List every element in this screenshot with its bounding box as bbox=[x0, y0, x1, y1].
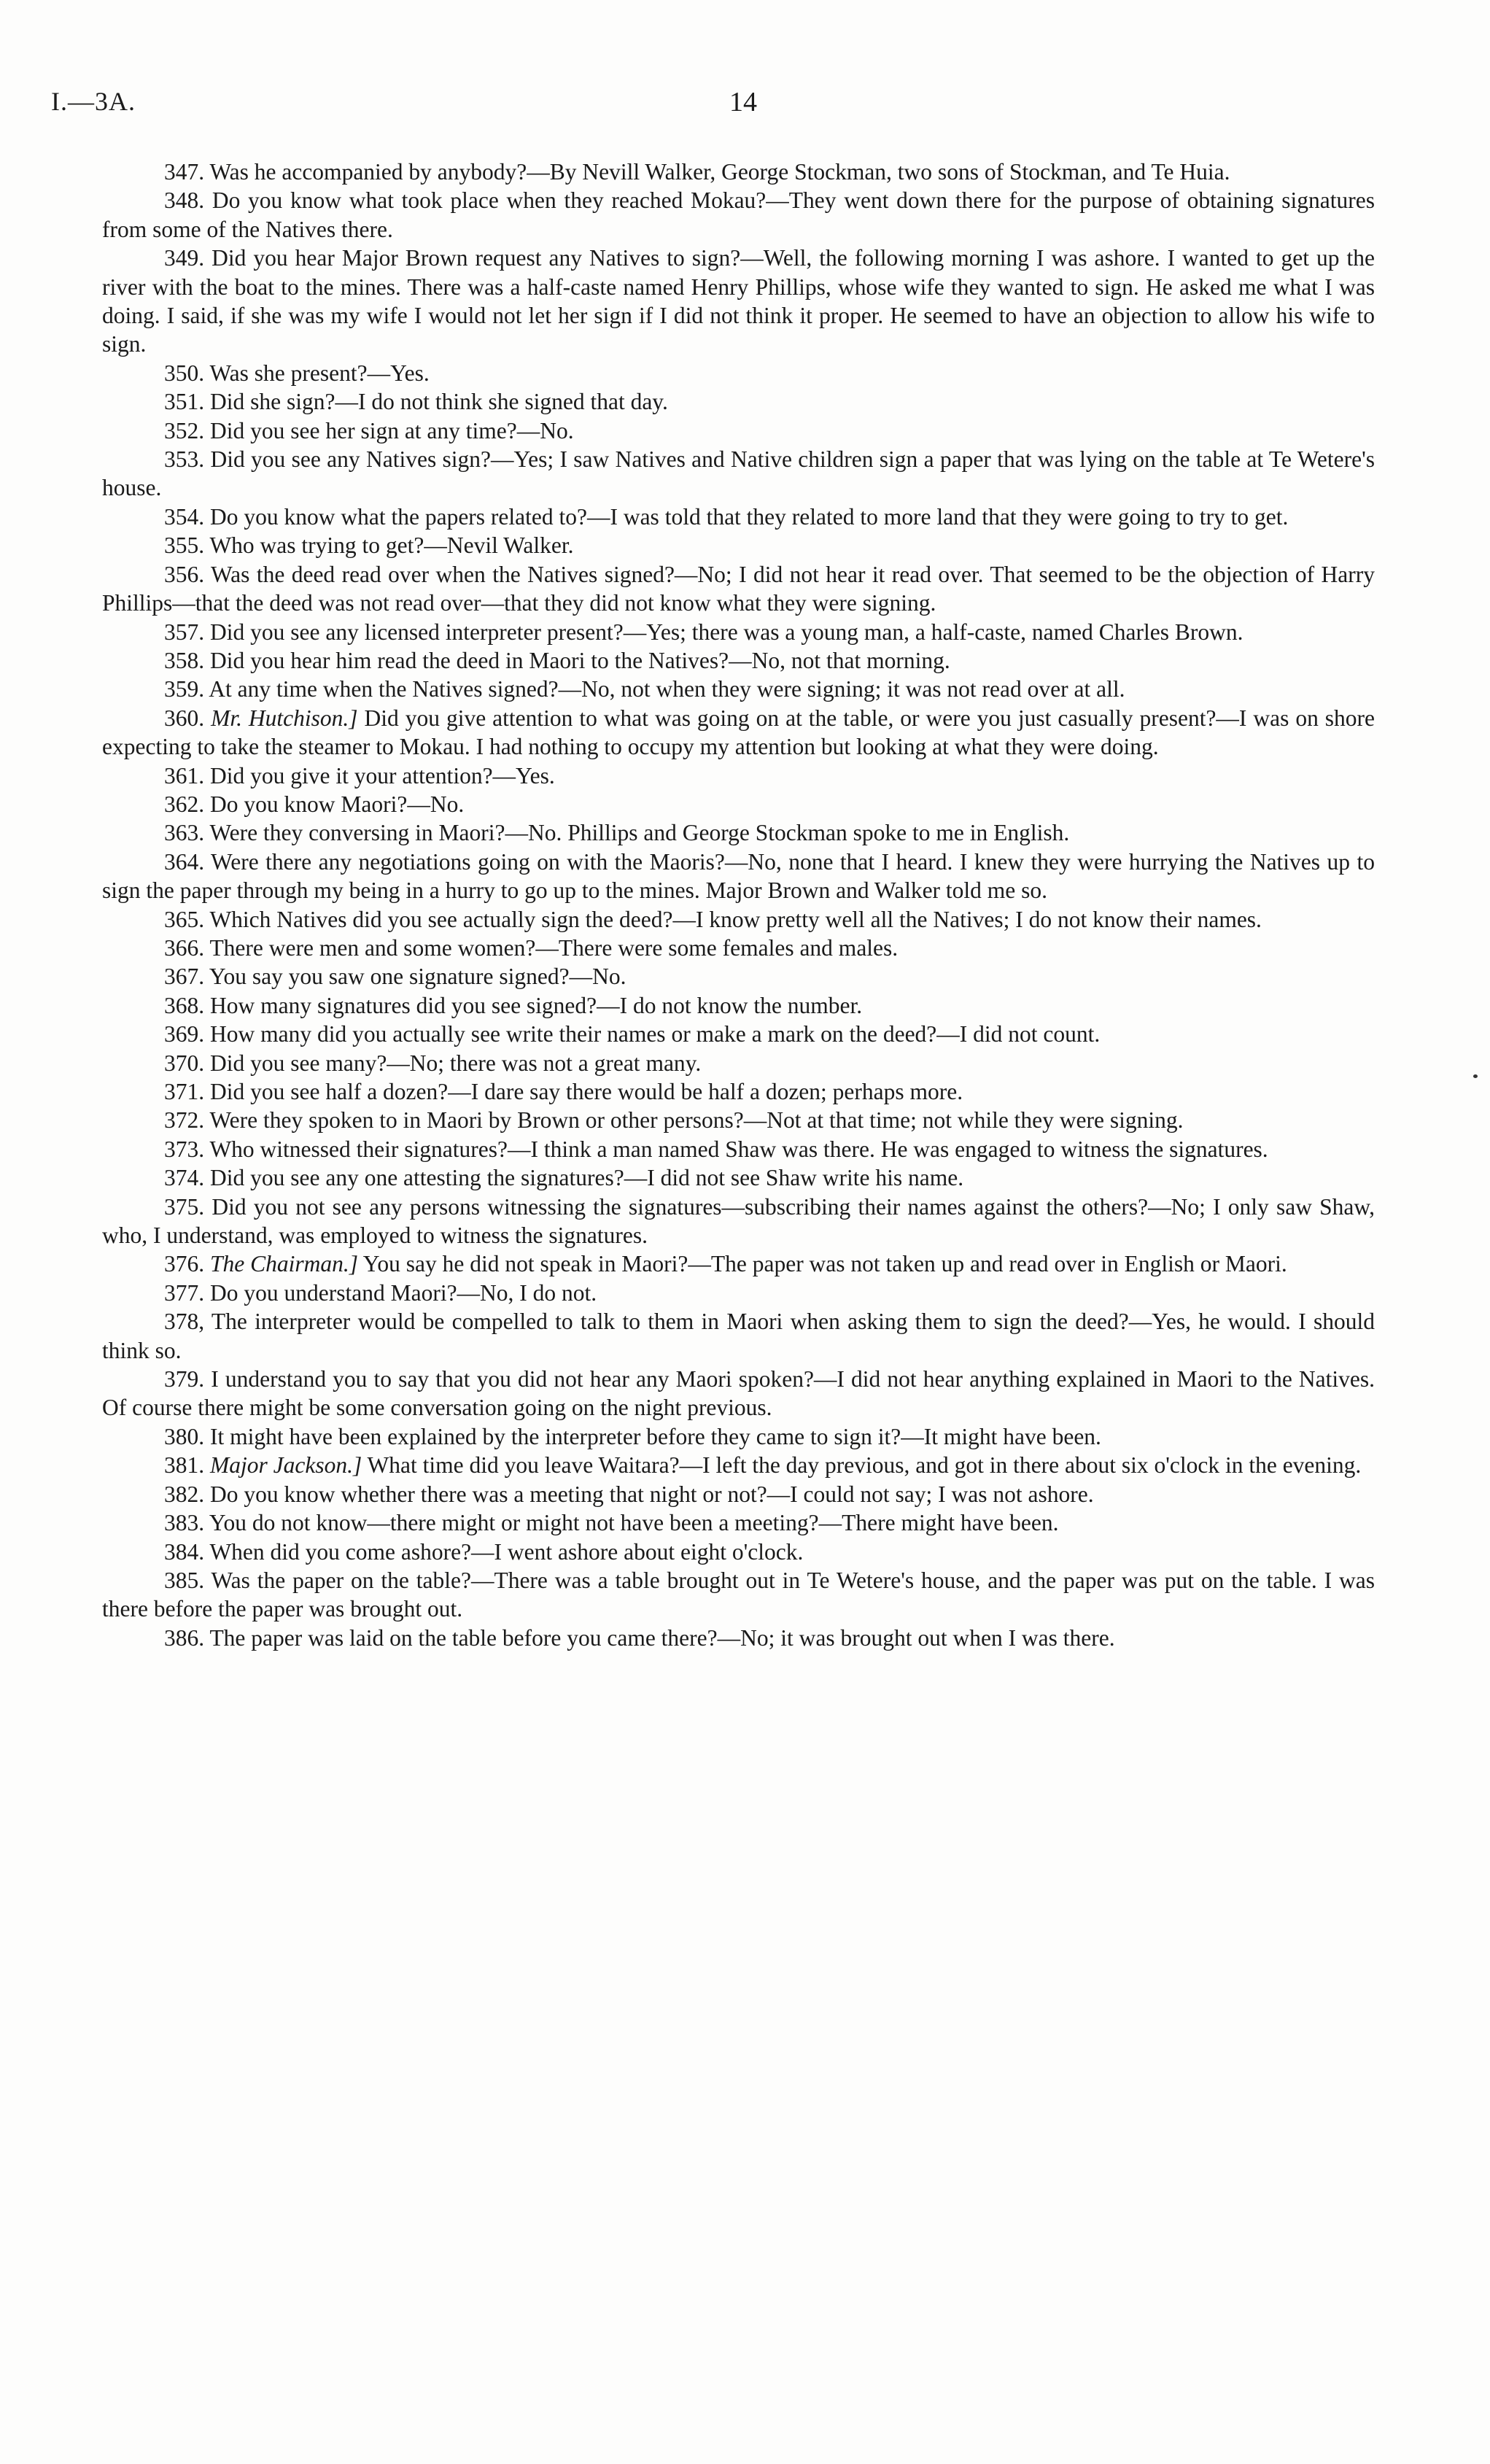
question-answer-text: Do you know what took place when they reached Mokau?—They went down there for the purpose of obtaining signatures from some of the Natives there. bbox=[102, 187, 1375, 242]
question-answer-text: Who was trying to get?—Nevil Walker. bbox=[209, 532, 574, 559]
question-number: 360. bbox=[164, 705, 205, 731]
question-paragraph bbox=[102, 1279, 1375, 1307]
question-answer-text: The paper was laid on the table before you came there?—No; it was brought out when I was there. bbox=[209, 1624, 1115, 1651]
question-number: 364. bbox=[164, 848, 205, 875]
question-paragraph bbox=[102, 1508, 1375, 1537]
question-paragraph bbox=[102, 1250, 1375, 1278]
question-answer-text: Was she present?—Yes. bbox=[209, 360, 430, 386]
question-paragraph bbox=[102, 359, 1375, 387]
question-number: 377. bbox=[164, 1279, 205, 1306]
question-answer-text: Do you know what the papers related to?—I was told that they related to more land that they were going to try to get. bbox=[210, 503, 1289, 530]
question-paragraph bbox=[102, 1106, 1375, 1134]
ink-speck bbox=[1473, 1074, 1478, 1078]
question-number: 385. bbox=[164, 1567, 205, 1593]
question-answer-text: You say you saw one signature signed?—No. bbox=[209, 964, 626, 990]
question-number: 347. bbox=[164, 159, 205, 185]
question-answer-text: Do you understand Maori?—No, I do not. bbox=[210, 1279, 597, 1306]
question-paragraph bbox=[102, 962, 1375, 991]
question-number: 381. bbox=[164, 1452, 205, 1479]
question-number: 359. bbox=[164, 676, 205, 702]
question-answer-text: Were there any negotiations going on with the Maoris?—No, none that I heard. I knew they were hurrying the Natives up to sign the paper through my being in a hurry to go up to the mines. Major Brown and Walker told me so. bbox=[102, 848, 1375, 904]
question-number: 349. bbox=[164, 245, 205, 271]
question-answer-text: Did she sign?—I do not think she signed that day. bbox=[210, 389, 668, 415]
question-number: 350. bbox=[164, 360, 205, 386]
question-paragraph bbox=[102, 790, 1375, 818]
question-paragraph bbox=[102, 1566, 1375, 1624]
speaker-label: The Chairman.] bbox=[210, 1251, 359, 1277]
question-number: 384. bbox=[164, 1538, 205, 1565]
question-number: 355. bbox=[164, 532, 205, 559]
question-answer-text: When did you come ashore?—I went ashore about eight o'clock. bbox=[209, 1538, 804, 1565]
question-number: 367. bbox=[164, 964, 205, 990]
question-answer-text: I understand you to say that you did not hear any Maori spoken?—I did not hear anything explained in Maori to the Natives. Of course there might be some conversation going on the night previous. bbox=[102, 1366, 1375, 1421]
question-number: 368. bbox=[164, 992, 205, 1018]
question-paragraph bbox=[102, 1451, 1375, 1479]
question-answer-text: Did you see many?—No; there was not a great many. bbox=[210, 1050, 702, 1076]
question-answer-text: There were men and some women?—There were some females and males. bbox=[209, 934, 899, 961]
question-paragraph bbox=[102, 560, 1375, 618]
question-number: 374. bbox=[164, 1165, 205, 1191]
question-number: 363. bbox=[164, 820, 205, 846]
question-number: 354. bbox=[164, 503, 205, 530]
page-number: 14 bbox=[729, 87, 757, 117]
question-answer-text: Did you not see any persons witnessing the signatures—subscribing their names against the others?—No; I only saw Shaw, who, I understand, was employed to witness the signatures. bbox=[102, 1193, 1375, 1249]
question-number: 386. bbox=[164, 1624, 205, 1651]
question-paragraph bbox=[102, 704, 1375, 762]
question-number: 362. bbox=[164, 791, 205, 817]
question-number: 383. bbox=[164, 1510, 205, 1536]
question-answer-text: Was the deed read over when the Natives signed?—No; I did not hear it read over. That seemed to be the objection of Harry Phillips—that the deed was not read over—that they did not know what they were signing. bbox=[102, 561, 1375, 616]
question-number: 356. bbox=[164, 561, 205, 587]
question-answer-text: Which Natives did you see actually sign the deed?—I know pretty well all the Natives; I do not know their names. bbox=[209, 906, 1262, 932]
question-number: 357. bbox=[164, 619, 205, 645]
question-answer-text: What time did you leave Waitara?—I left the day previous, and got in there about six o'clock in the evening. bbox=[367, 1452, 1362, 1479]
question-number: 351. bbox=[164, 389, 205, 415]
question-answer-text: Were they conversing in Maori?—No. Phillips and George Stockman spoke to me in English. bbox=[209, 820, 1070, 846]
question-number: 376. bbox=[164, 1251, 205, 1277]
question-answer-text: It might have been explained by the interpreter before they came to sign it?—It might have been. bbox=[210, 1423, 1101, 1449]
question-number: 365. bbox=[164, 906, 205, 932]
question-paragraph bbox=[102, 503, 1375, 531]
question-answer-text: Did you give it your attention?—Yes. bbox=[210, 762, 555, 789]
question-number: 378, bbox=[164, 1309, 205, 1335]
question-paragraph bbox=[102, 762, 1375, 790]
document-reference: I.—3A. bbox=[51, 87, 136, 116]
question-paragraph bbox=[102, 1538, 1375, 1566]
question-paragraph bbox=[102, 445, 1375, 503]
speaker-label: Mr. Hutchison.] bbox=[211, 705, 358, 731]
question-paragraph bbox=[102, 1365, 1375, 1422]
question-paragraph bbox=[102, 1307, 1375, 1365]
question-number: 369. bbox=[164, 1021, 205, 1047]
question-answer-text: The interpreter would be compelled to talk to them in Maori when asking them to sign the deed?—Yes, he would. I should think so. bbox=[102, 1309, 1375, 1363]
question-paragraph bbox=[102, 675, 1375, 703]
question-paragraph bbox=[102, 1049, 1375, 1077]
question-paragraph bbox=[102, 1077, 1375, 1106]
question-answer-text: Did you see her sign at any time?—No. bbox=[210, 417, 574, 443]
question-paragraph bbox=[102, 646, 1375, 675]
question-paragraph bbox=[102, 387, 1375, 416]
question-paragraph bbox=[102, 1163, 1375, 1192]
question-answer-text: Do you know Maori?—No. bbox=[210, 791, 465, 817]
question-answer-text: You say he did not speak in Maori?—The paper was not taken up and read over in English or Maori. bbox=[362, 1251, 1287, 1277]
question-paragraph bbox=[102, 1422, 1375, 1451]
question-answer-text: Did you hear him read the deed in Maori to the Natives?—No, not that morning. bbox=[210, 647, 950, 673]
question-answer-text: Did you hear Major Brown request any Natives to sign?—Well, the following morning I was ashore. I wanted to get up the river with the boat to the mines. There was a half-caste named Henry Phillips, whose wife they wanted to sign. He asked me what I was doing. I said, if she was my wife I would not let her sign if I did not think it proper. He seemed to have an objection to allow his wife to sign. bbox=[102, 245, 1375, 357]
question-paragraph bbox=[102, 1624, 1375, 1652]
question-answer-text: Did you see any licensed interpreter present?—Yes; there was a young man, a half-caste, named Charles Brown. bbox=[210, 619, 1243, 645]
question-number: 382. bbox=[164, 1481, 205, 1507]
question-number: 379. bbox=[164, 1366, 205, 1392]
question-number: 361. bbox=[164, 762, 205, 789]
question-number: 380. bbox=[164, 1423, 205, 1449]
question-number: 370. bbox=[164, 1050, 205, 1076]
question-answer-text: Did you see any Natives sign?—Yes; I saw Natives and Native children sign a paper that was lying on the table at Te Wetere's house. bbox=[102, 446, 1375, 501]
question-number: 366. bbox=[164, 934, 205, 961]
speaker-label: Major Jackson.] bbox=[210, 1452, 362, 1479]
question-paragraph bbox=[102, 244, 1375, 359]
question-paragraph bbox=[102, 905, 1375, 934]
question-paragraph bbox=[102, 1480, 1375, 1508]
question-answer-text: Was he accompanied by anybody?—By Nevill Walker, George Stockman, two sons of Stockman, and Te Huia. bbox=[209, 159, 1230, 185]
question-answer-text: Did you see half a dozen?—I dare say there would be half a dozen; perhaps more. bbox=[210, 1079, 963, 1104]
question-paragraph bbox=[102, 991, 1375, 1020]
question-number: 373. bbox=[164, 1136, 205, 1162]
question-number: 375. bbox=[164, 1193, 205, 1220]
question-paragraph bbox=[102, 158, 1375, 186]
question-answer-text: Were they spoken to in Maori by Brown or other persons?—Not at that time; not while they were signing. bbox=[209, 1107, 1184, 1134]
page-header bbox=[51, 86, 1378, 130]
question-paragraph bbox=[102, 934, 1375, 962]
question-answer-text: Who witnessed their signatures?—I think a man named Shaw was there. He was engaged to witness the signatures. bbox=[209, 1136, 1268, 1162]
question-answer-text: How many signatures did you see signed?—I do not know the number. bbox=[210, 992, 863, 1018]
question-paragraph bbox=[102, 818, 1375, 847]
question-paragraph bbox=[102, 1020, 1375, 1048]
question-paragraph bbox=[102, 1193, 1375, 1250]
question-number: 371. bbox=[164, 1079, 205, 1104]
question-number: 353. bbox=[164, 446, 205, 473]
question-paragraph bbox=[102, 531, 1375, 559]
question-answer-text: You do not know—there might or might not have been a meeting?—There might have been. bbox=[209, 1510, 1059, 1536]
question-number: 348. bbox=[164, 187, 205, 214]
question-paragraph bbox=[102, 417, 1375, 445]
question-answer-text: Did you see any one attesting the signatures?—I did not see Shaw write his name. bbox=[210, 1165, 964, 1191]
question-answer-text: Was the paper on the table?—There was a table brought out in Te Wetere's house, and the paper was put on the table. I was there before the paper was brought out. bbox=[102, 1567, 1375, 1622]
question-paragraph bbox=[102, 848, 1375, 905]
question-paragraph bbox=[102, 618, 1375, 646]
question-answer-text: Did you give attention to what was going on at the table, or were you just casually present?—I was on shore expecting to take the steamer to Mokau. I had nothing to occupy my attention but looking at what they were doing. bbox=[102, 705, 1375, 760]
evidence-transcript bbox=[102, 158, 1375, 1652]
question-paragraph bbox=[102, 186, 1375, 244]
question-paragraph bbox=[102, 1135, 1375, 1163]
question-answer-text: How many did you actually see write their names or make a mark on the deed?—I did not count. bbox=[210, 1021, 1101, 1047]
question-number: 352. bbox=[164, 417, 205, 443]
question-number: 358. bbox=[164, 647, 205, 673]
question-answer-text: Do you know whether there was a meeting that night or not?—I could not say; I was not ashore. bbox=[210, 1481, 1094, 1507]
question-answer-text: At any time when the Natives signed?—No, not when they were signing; it was not read over at all. bbox=[209, 676, 1125, 702]
question-number: 372. bbox=[164, 1107, 205, 1134]
